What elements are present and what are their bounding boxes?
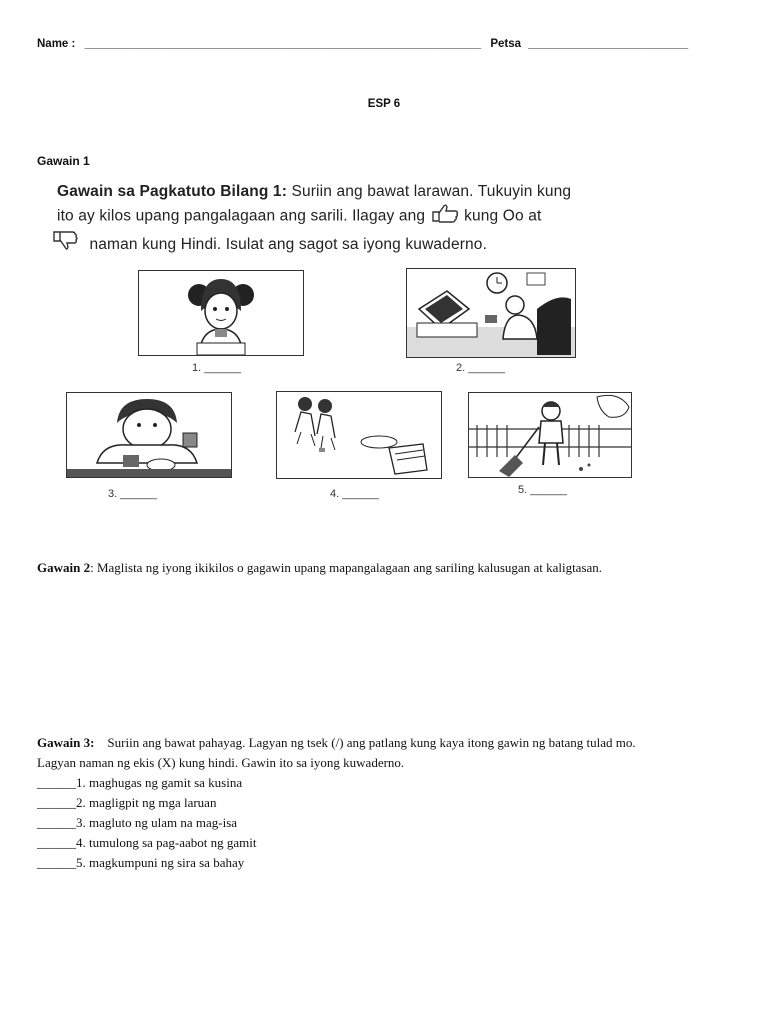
gawain3-item-2[interactable]: ______2. magligpit ng mga laruan — [37, 795, 217, 810]
gawain3-section — [37, 733, 636, 873]
name-label: Name : — [37, 38, 76, 50]
gawain3-item-5[interactable]: ______5. magkumpuni ng sira sa bahay — [37, 855, 245, 870]
gawain1-heading: Gawain 1 — [37, 154, 90, 168]
page-title: ESP 6 — [367, 98, 401, 110]
item-5-label[interactable]: 5. ______ — [518, 484, 567, 496]
date-blank[interactable]: _________________________ — [528, 38, 689, 50]
gawain3-item-3[interactable]: ______3. magluto ng ulam na mag-isa — [37, 815, 238, 830]
thumbs-down-icon — [51, 230, 79, 259]
picture-1-girl-eating — [138, 270, 304, 356]
gawain2-label: Gawain 2 — [37, 560, 91, 575]
picture-5-boy-sweeping — [468, 392, 632, 478]
gawain3-label: Gawain 3: — [37, 735, 95, 750]
instruction-line2b: kung Oo at — [464, 207, 542, 225]
date-label: Petsa — [490, 38, 521, 50]
thumbs-up-icon — [430, 203, 460, 230]
item-3-label[interactable]: 3. ______ — [108, 488, 157, 500]
item-4-label[interactable]: 4. ______ — [330, 488, 379, 500]
item-1-label[interactable]: 1. ______ — [192, 362, 241, 374]
header-row — [37, 38, 688, 50]
gawain2-text: : Maglista ng iyong ikikilos o gagawin upang mapangalagaan ang sariling kalusugan at kaligtasan. — [90, 560, 603, 575]
picture-4-kids-trash — [276, 391, 442, 479]
picture-3-boy-eating — [66, 392, 232, 478]
gawain3-item-1[interactable]: ______1. maghugas ng gamit sa kusina — [37, 775, 243, 790]
gawain3-text1: Suriin ang bawat pahayag. Lagyan ng tsek (/) ang patlang kung kaya itong gawin ng batang tulad mo. — [94, 735, 636, 750]
instruction-line3: naman kung Hindi. Isulat ang sagot sa iyong kuwaderno. — [89, 235, 488, 253]
gawain1-instruction — [57, 180, 737, 259]
gawain3-item-4[interactable]: ______4. tumulong sa pag-aabot ng gamit — [37, 835, 257, 850]
picture-2-boy-watching-tv — [406, 268, 576, 358]
instruction-title: Gawain sa Pagkatuto Bilang 1: — [57, 183, 288, 200]
gawain2-instruction — [37, 560, 602, 576]
instruction-line2a: ito ay kilos upang pangalagaan ang sarili. Ilagay ang — [57, 207, 426, 225]
name-blank[interactable]: ______________________________________________________________ — [84, 38, 482, 50]
instruction-line1: Suriin ang bawat larawan. Tukuyin kung — [291, 183, 572, 200]
gawain3-text2: Lagyan naman ng ekis (X) kung hindi. Gawin ito sa iyong kuwaderno. — [37, 755, 405, 770]
item-2-label[interactable]: 2. ______ — [456, 362, 505, 374]
